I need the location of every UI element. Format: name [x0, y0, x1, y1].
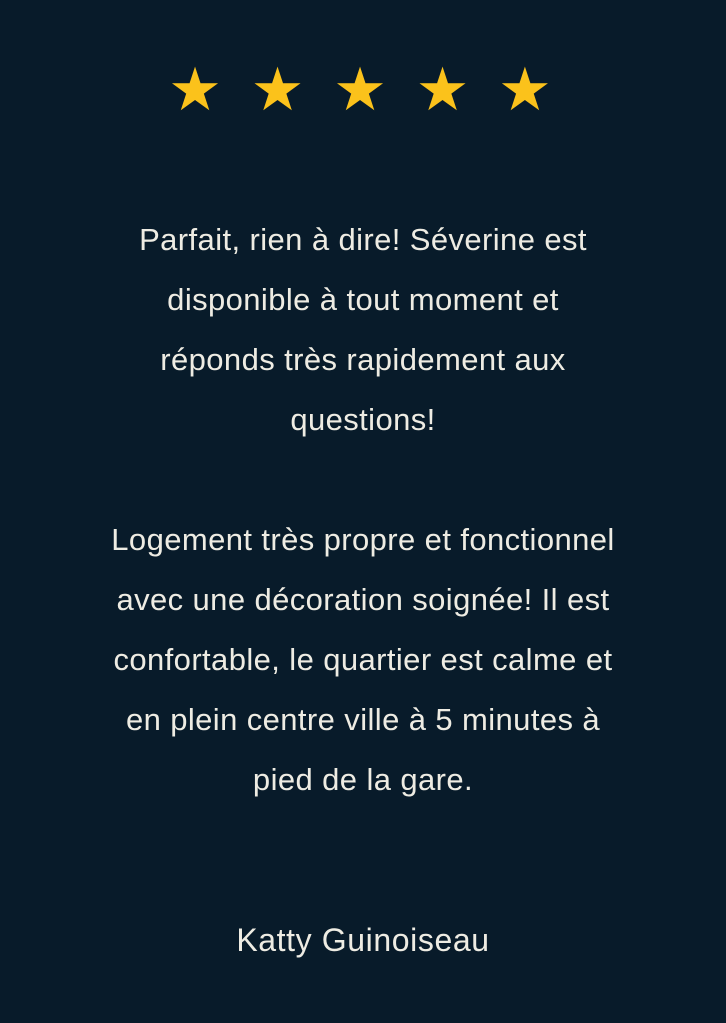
star-rating — [168, 58, 558, 122]
review-line: en plein centre ville à 5 minutes à — [125, 702, 601, 737]
review-line: Logement très propre et fonctionnel — [111, 522, 615, 557]
review-line: avec une décoration soignée! Il est — [116, 582, 610, 617]
review-line: réponds très rapidement aux — [160, 342, 566, 377]
star-icon: ★ — [250, 56, 311, 123]
review-line: confortable, le quartier est calme et — [113, 642, 613, 677]
review-line: questions! — [290, 402, 436, 437]
star-icon: ★ — [498, 56, 558, 123]
review-line: disponible à tout moment et — [167, 282, 559, 317]
star-icon: ★ — [415, 56, 476, 123]
review-line: pied de la gare. — [252, 762, 474, 797]
review-paragraph-1 — [139, 210, 587, 450]
review-line: Parfait, rien à dire! Séverine est — [139, 222, 587, 257]
star-icon: ★ — [333, 56, 393, 123]
reviewer-name: Katty Guinoiseau — [236, 922, 490, 958]
review-paragraph-2 — [111, 510, 614, 810]
star-icon: ★ — [168, 56, 228, 123]
